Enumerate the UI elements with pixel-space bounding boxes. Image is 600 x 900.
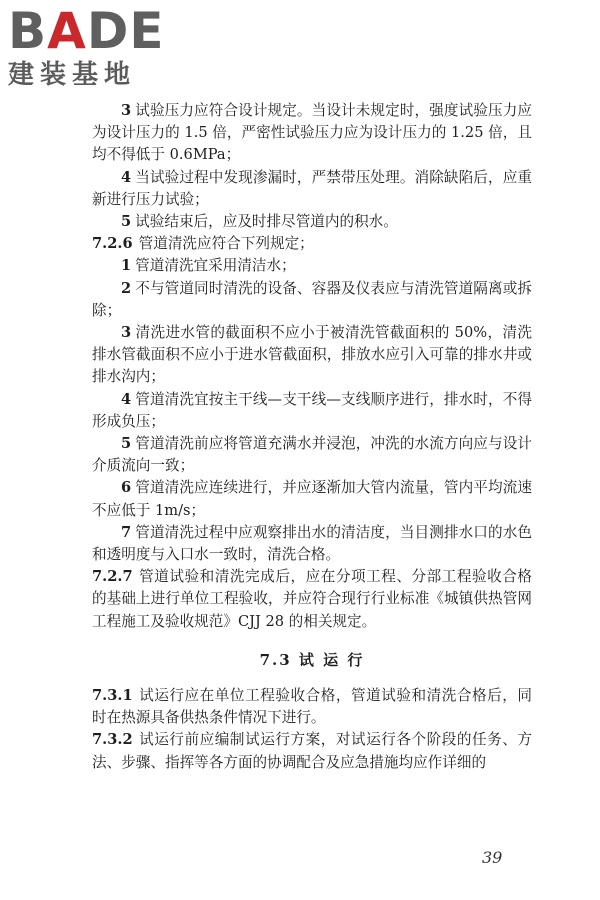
clause-number: 7.3.2 xyxy=(92,731,133,749)
clause-text: 管道清洗应符合下列规定； xyxy=(138,235,314,253)
item-number: 6 xyxy=(121,479,132,497)
item-number: 1 xyxy=(121,257,132,275)
item-text: 试验结束后，应及时排尽管道内的积水。 xyxy=(135,213,398,231)
list-item xyxy=(92,433,532,477)
clause-7-3-2 xyxy=(92,729,532,773)
list-item xyxy=(92,322,532,389)
item-number: 5 xyxy=(121,213,132,231)
item-text: 不与管道同时清洗的设备、容器及仪表应与清洗管道隔离或拆除； xyxy=(92,279,532,319)
list-item xyxy=(92,255,532,277)
item-number: 5 xyxy=(121,435,132,453)
item-text: 管道清洗过程中应观察排出水的清洁度，当目测排水口的水色和透明度与入口水一致时，清洗合格。 xyxy=(92,523,532,564)
section-heading: 7.3 试 运 行 xyxy=(259,650,365,669)
page-number: 39 xyxy=(482,848,503,867)
clause-text: 试运行应在单位工程验收合格，管道试验和清洗合格后，同时在热源具备供热条件情况下进行。 xyxy=(92,687,532,727)
item-text: 清洗进水管的截面积不应小于被清洗管截面积的 50%，清洗排水管截面积不应小于进水管截面积，排放水应引入可靠的排水井或排水沟内； xyxy=(92,324,532,386)
clause-number: 7.2.6 xyxy=(92,235,133,253)
clause-7-3-1 xyxy=(92,685,532,729)
item-number: 2 xyxy=(121,279,132,297)
clause-7-2-7 xyxy=(92,566,532,633)
list-item xyxy=(92,167,532,211)
item-text: 管道清洗应连续进行，并应逐渐加大管内流量，管内平均流速不应低于 1m/s； xyxy=(92,479,532,519)
item-number: 3 xyxy=(121,102,132,119)
clause-number: 7.3.1 xyxy=(92,687,133,705)
list-item xyxy=(92,477,532,521)
logo-subtitle: 建装基地 xyxy=(8,60,137,90)
page-body xyxy=(92,100,532,774)
item-number: 4 xyxy=(121,168,132,186)
clause-text: 管道试验和清洗完成后，应在分项工程、分部工程验收合格的基础上进行单位工程验收，并应符合现行行业标准《城镇供热管网工程施工及验收规范》CJJ 28 的相关规定。 xyxy=(92,568,532,630)
item-text: 当试验过程中发现渗漏时，严禁带压处理。消除缺陷后，应重新进行压力试验； xyxy=(92,168,532,208)
item-number: 4 xyxy=(121,390,132,408)
item-text: 管道清洗宜按主干线—支干线—支线顺序进行，排水时，不得形成负压； xyxy=(92,390,532,430)
item-text: 管道清洗前应将管道充满水并浸泡，冲洗的水流方向应与设计介质流向一致； xyxy=(92,435,532,475)
list-item xyxy=(92,211,532,233)
clause-text: 试运行前应编制试运行方案，对试运行各个阶段的任务、方法、步骤、指挥等各方面的协调配合及应急措施均应作详细的 xyxy=(92,731,532,771)
item-text: 试验压力应符合设计规定。当设计未规定时，强度试验压力应为设计压力的 1.5 倍，严密性试验压力应为设计压力的 1.25 倍，且均不得低于 0.6MPa； xyxy=(92,102,532,164)
list-item xyxy=(92,389,532,433)
bade-logo xyxy=(8,4,165,90)
logo-wordmark: BADE xyxy=(8,2,165,60)
clause-7-2-6 xyxy=(92,233,532,255)
list-item xyxy=(92,522,532,566)
item-number: 3 xyxy=(121,324,132,342)
item-text: 管道清洗宜采用清洁水； xyxy=(135,257,296,275)
list-item xyxy=(92,278,532,322)
clause-number: 7.2.7 xyxy=(92,568,133,586)
list-item xyxy=(92,100,532,167)
item-number: 7 xyxy=(121,523,132,541)
